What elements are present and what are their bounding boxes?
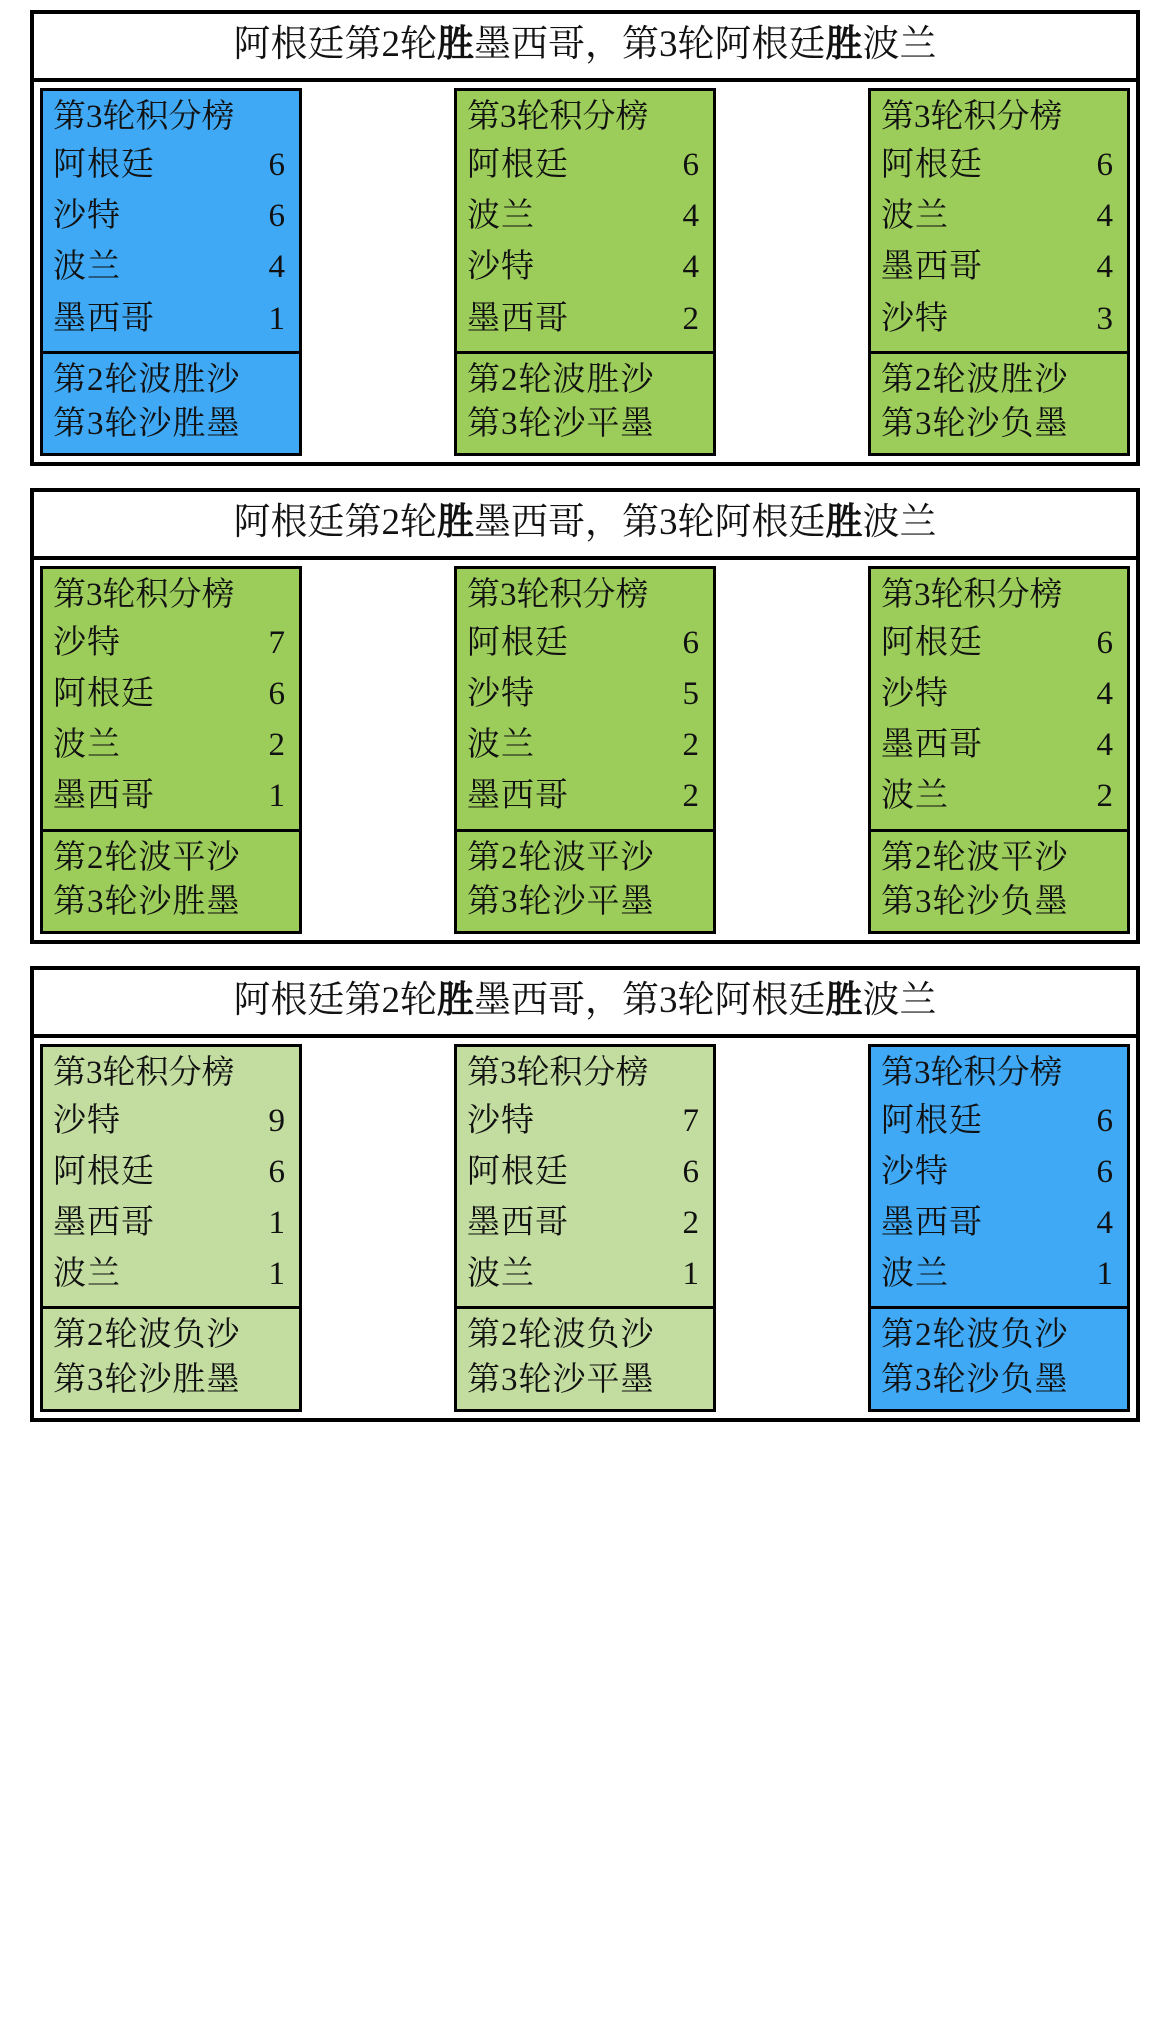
standings-card [454,88,716,456]
team-points: 7 [682,1102,699,1139]
team-name: 沙特 [53,1102,121,1139]
scenario-note: 第2轮波胜沙 [467,361,655,398]
table-row [467,771,703,822]
scenario-note: 第3轮沙负墨 [881,406,1069,443]
scenario-notes [43,829,299,931]
scenario-note: 第2轮波负沙 [53,1317,241,1354]
table-row [467,720,703,771]
header-bold-2: 胜 [825,501,863,543]
team-name: 墨西哥 [467,778,569,815]
standings-card [868,88,1130,456]
header-part-2: 墨西哥，第3轮阿根廷 [474,24,826,65]
table-row [881,1198,1117,1249]
block-columns [34,82,1136,462]
team-points: 6 [682,147,699,184]
team-points: 6 [682,625,699,662]
scenario-note: 第2轮波负沙 [881,1317,1069,1354]
scenario-note: 第3轮沙负墨 [881,884,1069,921]
team-name: 沙特 [467,676,535,713]
table-row [881,720,1117,771]
team-points: 4 [1096,1205,1113,1242]
header-part-2: 墨西哥，第3轮阿根廷 [474,979,826,1021]
column-gap [716,88,868,456]
scenario-notes [43,1306,299,1408]
table-row [881,294,1117,345]
scenario-notes [457,829,713,931]
team-points: 2 [1096,778,1113,815]
scenario-note: 第3轮沙平墨 [467,884,655,921]
team-name: 墨西哥 [53,300,155,337]
header-part-3: 波兰 [862,24,937,65]
table-row [467,191,703,242]
table-row [467,1249,703,1300]
team-name: 沙特 [467,249,535,286]
team-name: 波兰 [467,727,535,764]
standings-title: 第3轮积分榜 [53,576,235,613]
column-gap [302,1044,454,1412]
scenario-block [30,966,1140,1422]
team-points: 2 [268,727,285,764]
team-points: 6 [268,147,285,184]
team-name: 墨西哥 [53,778,155,815]
table-row [467,1147,703,1198]
team-name: 波兰 [53,1256,121,1293]
team-points: 4 [682,198,699,235]
team-name: 阿根廷 [467,147,569,184]
scenario-note: 第2轮波胜沙 [881,361,1069,398]
team-name: 阿根廷 [881,625,983,662]
team-name: 波兰 [881,1256,949,1293]
team-name: 阿根廷 [53,676,155,713]
team-points: 1 [268,778,285,815]
standings-card [454,566,716,934]
scenario-note: 第2轮波负沙 [467,1317,655,1354]
table-row [467,242,703,293]
scenario-notes [871,829,1127,931]
standings-title: 第3轮积分榜 [467,576,649,613]
team-name: 阿根廷 [467,1154,569,1191]
team-name: 墨西哥 [467,300,569,337]
team-points: 3 [1096,300,1113,337]
scenario-notes [43,351,299,453]
header-part-3: 波兰 [862,501,937,543]
scenario-note: 第3轮沙平墨 [467,406,655,443]
scenario-notes [871,351,1127,453]
table-row [53,720,289,771]
standings-list [43,140,299,351]
team-name: 波兰 [467,198,535,235]
table-row [881,242,1117,293]
team-points: 4 [1096,676,1113,713]
team-points: 6 [1096,1154,1113,1191]
team-points: 4 [1096,198,1113,235]
table-row [467,1198,703,1249]
standings-title: 第3轮积分榜 [53,1054,235,1091]
team-points: 9 [268,1102,285,1139]
table-row [53,669,289,720]
standings-title: 第3轮积分榜 [881,1054,1063,1091]
scenario-note: 第2轮波平沙 [53,839,241,876]
table-row [881,669,1117,720]
header-bold-1: 胜 [437,979,474,1021]
table-row [881,1249,1117,1300]
scenario-note: 第2轮波平沙 [881,839,1069,876]
table-row [53,191,289,242]
scenario-note: 第3轮沙胜墨 [53,1361,241,1398]
team-name: 阿根廷 [467,625,569,662]
scenario-note: 第3轮沙胜墨 [53,406,241,443]
header-part-1: 阿根廷第2轮 [233,979,437,1021]
team-points: 6 [268,1154,285,1191]
standings-list [457,618,713,829]
team-points: 1 [268,1205,285,1242]
header-part-2: 墨西哥，第3轮阿根廷 [474,501,826,543]
table-row [881,1096,1117,1147]
team-name: 沙特 [881,300,949,337]
team-name: 波兰 [467,1256,535,1293]
standings-list [871,1096,1127,1307]
scenario-note: 第2轮波平沙 [467,839,655,876]
header-bold-2: 胜 [825,979,863,1021]
team-points: 4 [1096,249,1113,286]
team-points: 2 [682,778,699,815]
standings-list [43,618,299,829]
table-row [53,1147,289,1198]
standings-card [868,566,1130,934]
standings-card [868,1044,1130,1412]
standings-title: 第3轮积分榜 [53,98,235,135]
team-points: 4 [682,249,699,286]
standings-list [871,140,1127,351]
standings-card [454,1044,716,1412]
team-name: 波兰 [881,198,949,235]
team-name: 墨西哥 [881,727,983,764]
scenario-notes [871,1306,1127,1408]
column-gap [716,1044,868,1412]
team-points: 6 [268,676,285,713]
table-row [467,294,703,345]
team-name: 墨西哥 [467,1205,569,1242]
team-name: 阿根廷 [881,147,983,184]
standings-card [40,1044,302,1412]
team-points: 4 [268,249,285,286]
team-points: 6 [682,1154,699,1191]
block-header [34,970,1136,1038]
table-row [53,771,289,822]
team-name: 沙特 [53,198,121,235]
table-row [881,191,1117,242]
column-gap [716,566,868,934]
header-bold-1: 胜 [437,501,474,543]
column-gap [302,566,454,934]
scenario-block [30,10,1140,466]
scenario-block [30,488,1140,944]
team-points: 1 [682,1256,699,1293]
team-points: 6 [1096,1102,1113,1139]
team-points: 6 [1096,625,1113,662]
team-name: 波兰 [53,727,121,764]
team-points: 2 [682,1205,699,1242]
header-bold-2: 胜 [825,24,863,65]
header-bold-1: 胜 [437,24,474,65]
scenario-note: 第3轮沙平墨 [467,1361,655,1398]
team-name: 沙特 [467,1102,535,1139]
team-name: 沙特 [881,676,949,713]
scenario-note: 第3轮沙负墨 [881,1361,1069,1398]
table-row [881,618,1117,669]
standings-title: 第3轮积分榜 [467,1054,649,1091]
standings-card [40,88,302,456]
table-row [881,1147,1117,1198]
team-name: 阿根廷 [53,1154,155,1191]
header-part-3: 波兰 [862,979,937,1021]
block-header [34,14,1136,82]
team-name: 墨西哥 [881,1205,983,1242]
table-row [53,140,289,191]
table-row [53,1198,289,1249]
team-name: 墨西哥 [881,249,983,286]
team-name: 沙特 [53,625,121,662]
team-name: 波兰 [881,778,949,815]
standings-card [40,566,302,934]
standings-title: 第3轮积分榜 [467,98,649,135]
scenario-notes [457,1306,713,1408]
table-row [53,242,289,293]
block-header [34,492,1136,560]
team-points: 1 [268,300,285,337]
team-points: 6 [1096,147,1113,184]
standings-list [43,1096,299,1307]
team-points: 6 [268,198,285,235]
table-row [53,294,289,345]
team-points: 2 [682,727,699,764]
standings-list [871,618,1127,829]
table-row [881,140,1117,191]
header-part-1: 阿根廷第2轮 [233,24,437,65]
table-row [53,1096,289,1147]
team-name: 沙特 [881,1154,949,1191]
block-columns [34,560,1136,940]
team-name: 墨西哥 [53,1205,155,1242]
column-gap [302,88,454,456]
table-row [881,771,1117,822]
header-part-1: 阿根廷第2轮 [233,501,437,543]
team-points: 2 [682,300,699,337]
table-row [467,669,703,720]
scenario-note: 第2轮波胜沙 [53,361,241,398]
team-points: 7 [268,625,285,662]
scenario-notes [457,351,713,453]
team-points: 1 [1096,1256,1113,1293]
table-row [53,1249,289,1300]
team-name: 阿根廷 [53,147,155,184]
team-points: 1 [268,1256,285,1293]
team-points: 5 [682,676,699,713]
table-row [467,140,703,191]
scenario-note: 第3轮沙胜墨 [53,884,241,921]
team-name: 阿根廷 [881,1102,983,1139]
team-points: 4 [1096,727,1113,764]
standings-list [457,1096,713,1307]
standings-title: 第3轮积分榜 [881,98,1063,135]
table-row [467,1096,703,1147]
standings-title: 第3轮积分榜 [881,576,1063,613]
block-columns [34,1038,1136,1418]
standings-list [457,140,713,351]
team-name: 波兰 [53,249,121,286]
table-row [467,618,703,669]
table-row [53,618,289,669]
